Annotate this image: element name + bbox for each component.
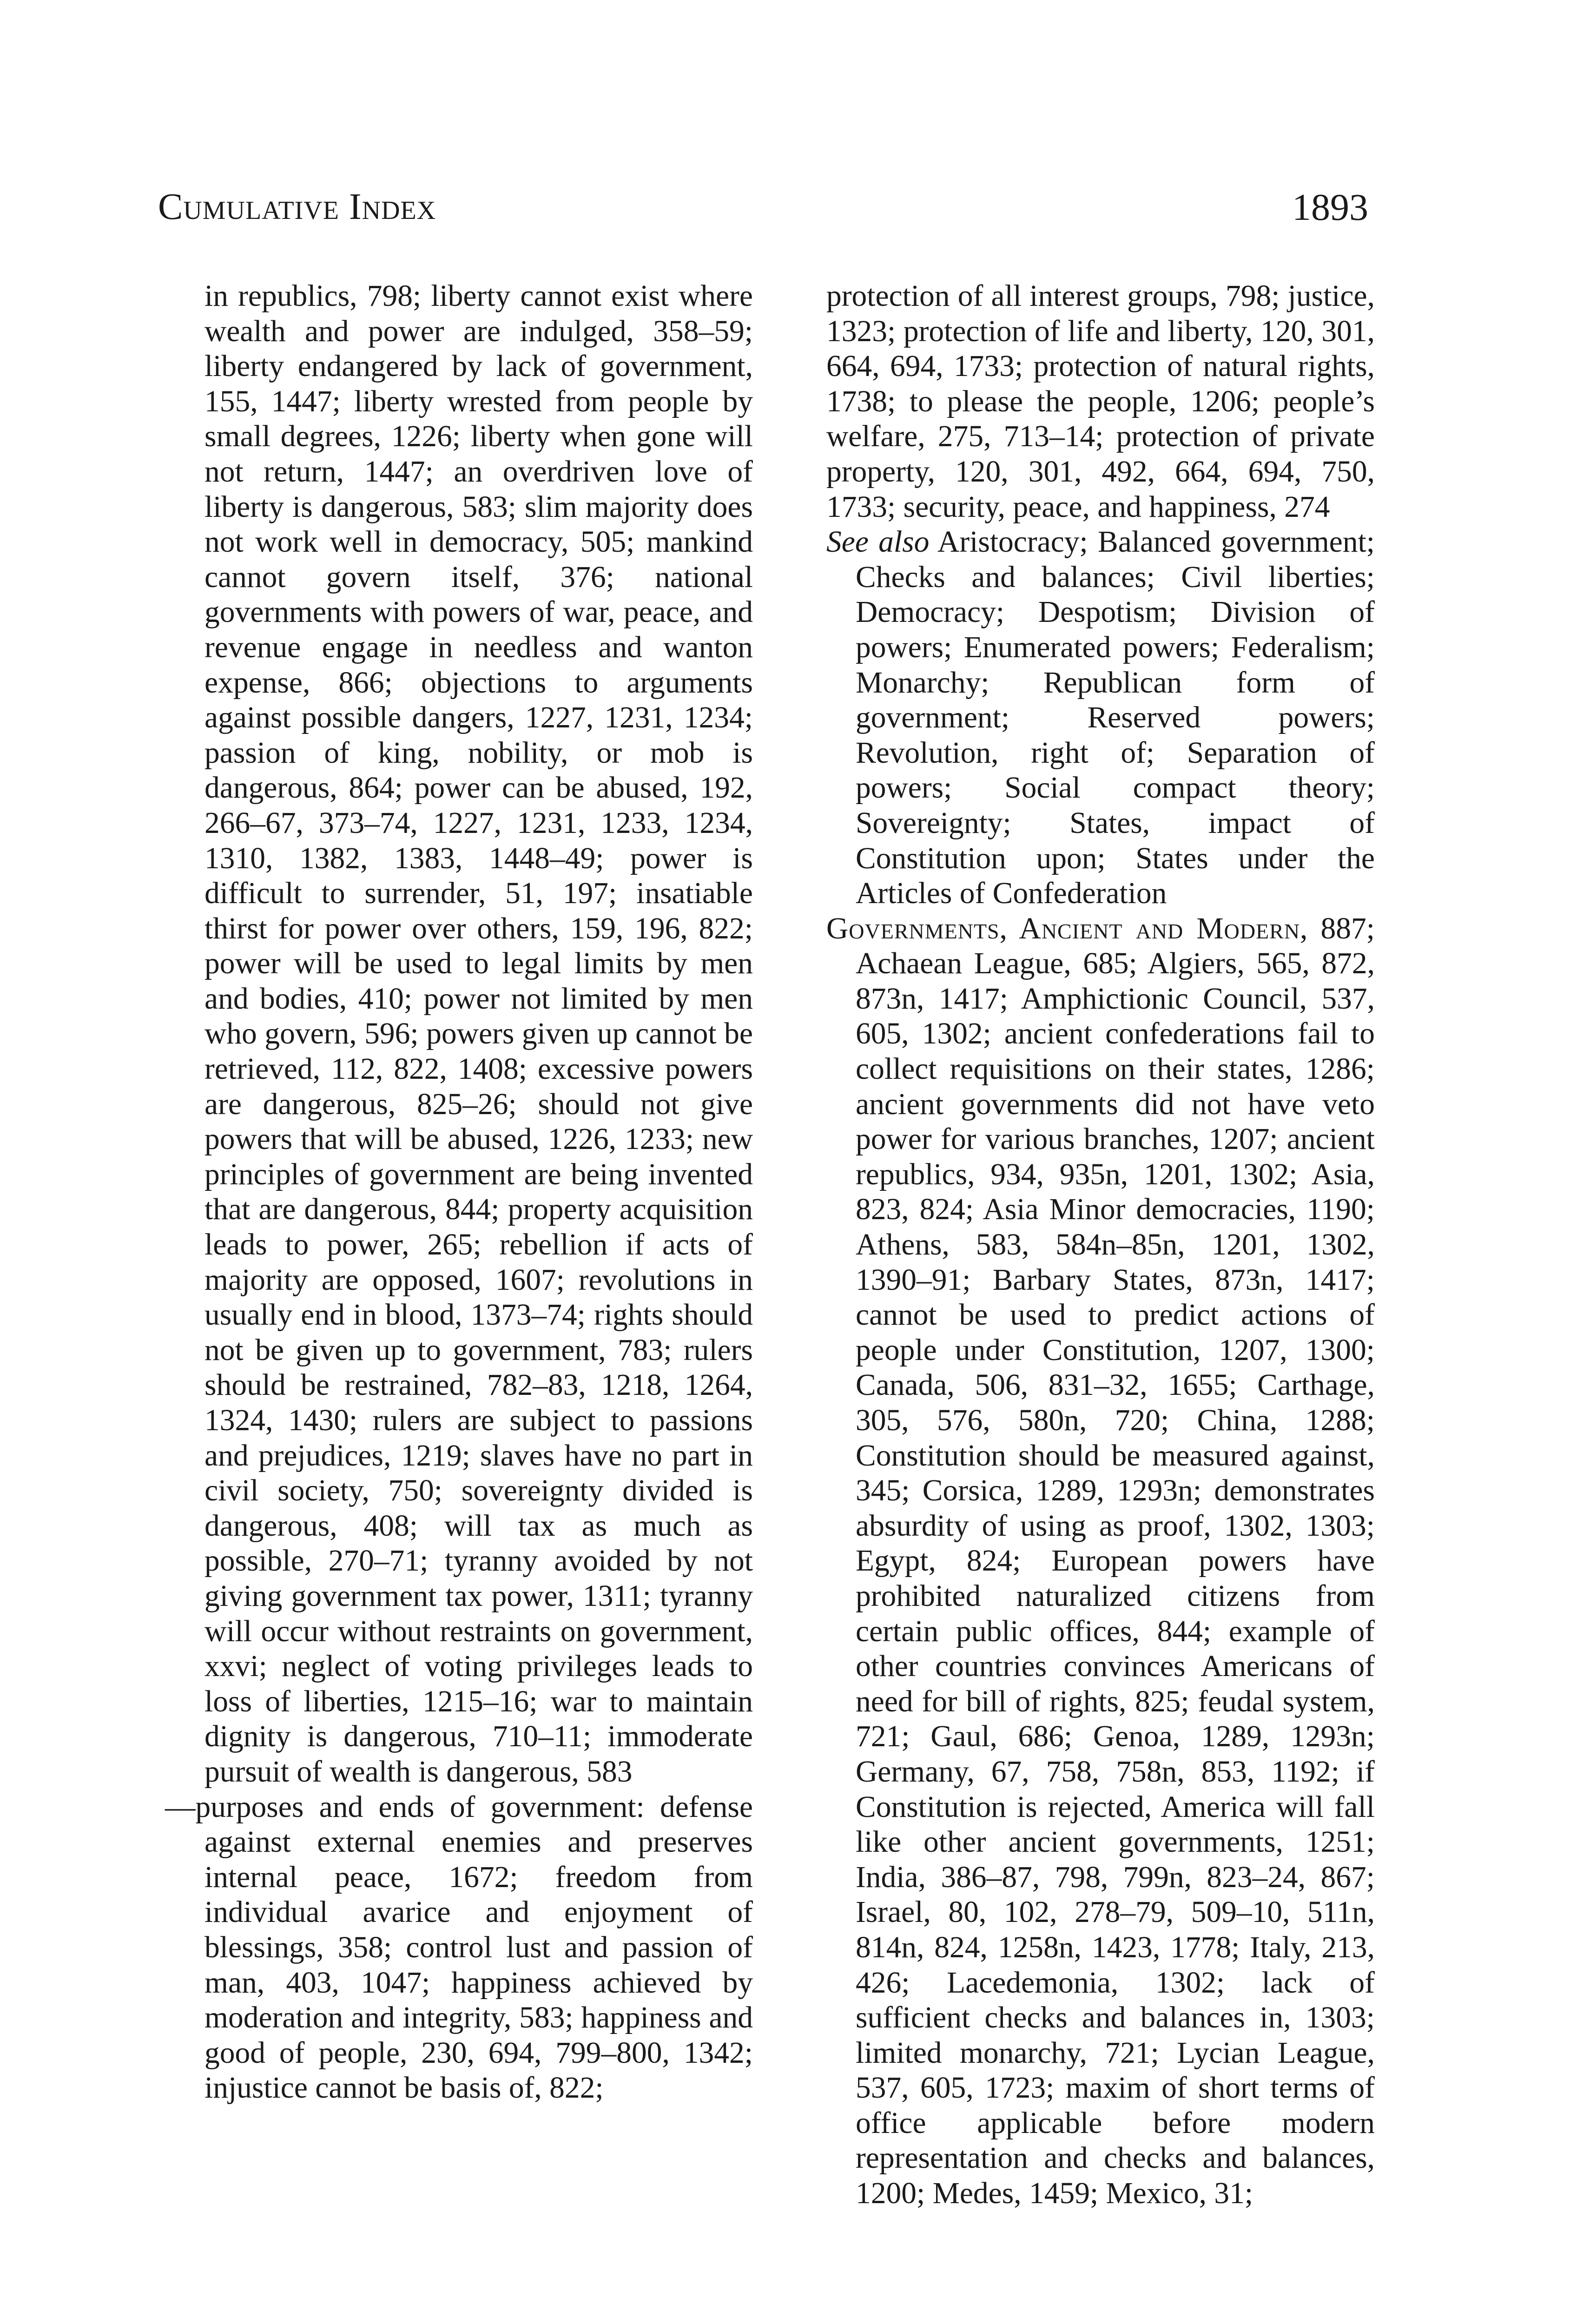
continued-entry-text: in republics, 798; liberty cannot exist where wealth and power are indulged, 358–59; liberty endangered by lack of government, 155, 1447; liberty wrested from people by small degrees, 1226; liberty when gone will not return, 1447; an overdriven love of liberty is dangerous, 583; slim majority does not work well in democracy, 505; mankind cannot govern itself, 376; national governments with powers of war, peace, and revenue engage in needless and wanton expense, 866; objections to arguments against possible dangers, 1227, 1231, 1234; passion of king, nobility, or mob is dangerous, 864; power can be abused, 192, 266–67, 373–74, 1227, 1231, 1233, 1234, 1310, 1382, 1383, 1448–49; power is difficult to surrender, 51, 197; insatiable thirst for power over others, 159, 196, 822; power will be used to legal limits by men and bodies, 410; power not limited by men who govern, 596; powers given up cannot be retrieved, 112, 822, 1408; excessive powers are dangerous, 825–26; should not give powers that will be abused, 1226, 1233; new principles of government are being invented that are dangerous, 844; property acquisition leads to power, 265; rebellion if acts of majority are opposed, 1607; revolutions in usually end in blood, 1373–74; rights should not be given up to government, 783; rulers should be restrained, 782–83, 1218, 1264, 1324, 1430; rulers are subject to passions and prejudices, 1219; slaves have no part in civil society, 750; sovereignty divided is dangerous, 408; will tax as much as possible, 270–71; tyranny avoided by not giving government tax power, 1311; tyranny will occur without restraints on government, xxvi; neglect of voting privileges leads to loss of liberties, 1215–16; war to maintain dignity is dangerous, 710–11; immoderate pursuit of wealth is dangerous, 583 bbox=[204, 279, 753, 1789]
continued-entry-text-right: protection of all interest groups, 798; justice, 1323; protection of life and liberty, 120, 301, 664, 694, 1733; protection of natural rights, 1738; to please the people, 1206; people’s welfare, 275, 713–14; protection of private property, 120, 301, 492, 664, 694, 750, 1733; security, peace, and happiness, 274 bbox=[826, 279, 1375, 524]
page-number: 1893 bbox=[1292, 186, 1368, 228]
see-also-entry bbox=[826, 525, 1375, 911]
index-heading-text: 887; Achaean League, 685; Algiers, 565, 872, 873n, 1417; Amphictionic Council, 537, 605, 1302; ancient confederations fail to collect requisitions on their states, 1286; ancient governments did not have veto power for various branches, 1207; ancient republics, 934, 935n, 1201, 1302; Asia, 823, 824; Asia Minor democracies, 1190; Athens, 583, 584n–85n, 1201, 1302, 1390–91; Barbary States, 873n, 1417; cannot be used to predict actions of people under Constitution, 1207, 1300; Canada, 506, 831–32, 1655; Carthage, 305, 576, 580n, 720; China, 1288; Constitution should be measured against, 345; Corsica, 1289, 1293n; demonstrates absurdity of using as proof, 1302, 1303; Egypt, 824; European powers have prohibited naturalized citizens from certain public offices, 844; example of other countries convinces Americans of need for bill of rights, 825; feudal system, 721; Gaul, 686; Genoa, 1289, 1293n; Germany, 67, 758, 758n, 853, 1192; if Constitution is rejected, America will fall like other ancient governments, 1251; India, 386–87, 798, 799n, 823–24, 867; Israel, 80, 102, 278–79, 509–10, 511n, 814n, 824, 1258n, 1423, 1778; Italy, 213, 426; Lacedemonia, 1302; lack of sufficient checks and balances in, 1303; limited monarchy, 721; Lycian League, 537, 605, 1723; maxim of short terms of office applicable before modern representation and checks and balances, 1200; Medes, 1459; Mexico, 31; bbox=[856, 911, 1375, 2211]
index-heading-entry bbox=[826, 911, 1375, 2212]
running-head: Cumulative Index bbox=[158, 186, 436, 227]
right-column bbox=[826, 279, 1375, 2212]
see-also-text: Aristocracy; Balanced government; Checks and balances; Civil liberties; Democracy; Despotism; Division of powers; Enumerated powers; Federalism; Monarchy; Republican form of government; Reserved powers; Revolution, right of; Separation of powers; Social compact theory; Sovereignty; States, impact of Constitution upon; States under the Articles of Confederation bbox=[856, 525, 1375, 911]
subentry-purposes-of-government: —purposes and ends of government: defense against external enemies and preserves internal peace, 1672; freedom from individual avarice and enjoyment of blessings, 358; control lust and passion of man, 403, 1047; happiness achieved by moderation and integrity, 583; happiness and good of people, 230, 694, 799–800, 1342; injustice cannot be basis of, 822; bbox=[165, 1790, 753, 2105]
left-column bbox=[165, 279, 753, 2106]
index-heading: Governments, Ancient and Modern, bbox=[826, 911, 1308, 945]
see-also-label: See also bbox=[826, 525, 930, 559]
